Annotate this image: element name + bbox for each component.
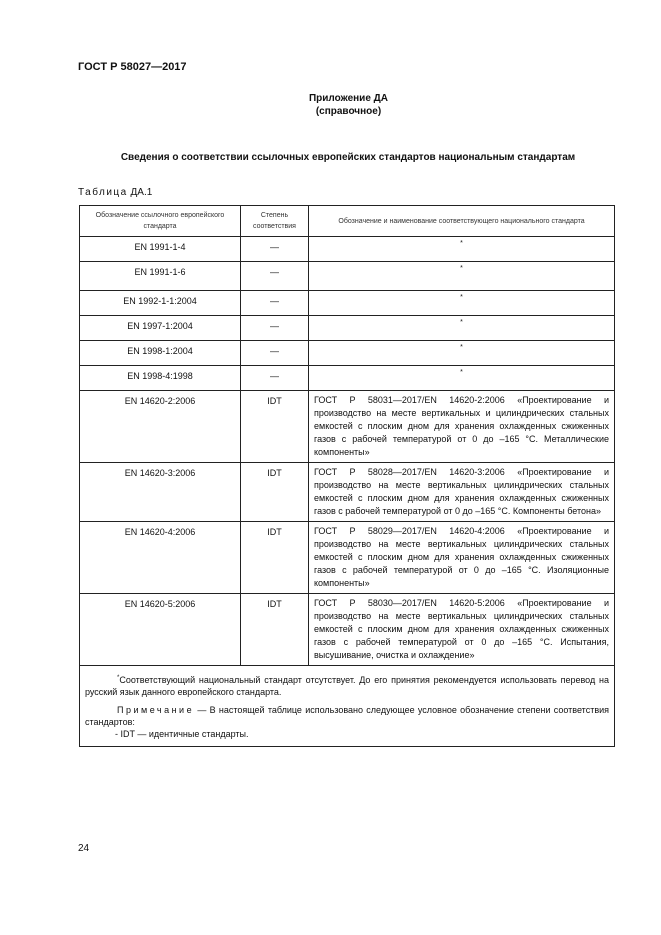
table-row xyxy=(80,391,615,463)
column-header-ref: Обозначение ссылочного европейского стандарта xyxy=(80,206,241,237)
cell-ref: EN 1991-1-6 xyxy=(80,262,241,291)
cell-ref: EN 14620-3:2006 xyxy=(80,463,241,522)
cell-degree: IDT xyxy=(241,522,309,594)
cell-degree: — xyxy=(241,291,309,316)
note-text: — В настоящей таблице использовано следующее условное обозначение степени соответствия стандартов: xyxy=(85,705,609,727)
document-header: ГОСТ Р 58027—2017 xyxy=(78,61,187,73)
table-row xyxy=(80,522,615,594)
table-row xyxy=(80,316,615,341)
column-header-national: Обозначение и наименование соответствующего национального стандарта xyxy=(309,206,615,237)
cell-degree: — xyxy=(241,341,309,366)
table-header-row xyxy=(80,206,615,237)
table-row xyxy=(80,262,615,291)
cell-national: ГОСТ Р 58029—2017/EN 14620-4:2006 «Проектирование и производство на месте вертикальных цилиндрических стальных емкостей с плоским дном для хранения охлажденных сжиженных газов с рабочей температурой от 0 до –165 °С. Изоляционные компоненты» xyxy=(309,522,615,594)
table-row xyxy=(80,237,615,262)
table-footer-row xyxy=(80,666,615,747)
table-caption xyxy=(78,187,152,198)
table-row xyxy=(80,366,615,391)
cell-national: * xyxy=(309,262,615,291)
cell-national: ГОСТ Р 58030—2017/EN 14620-5:2006 «Проектирование и производство на месте вертикальных цилиндрических стальных емкостей с плоским дном для хранения охлажденных сжиженных газов с рабочей температурой от 0 до –165 °С. Испытания, высушивание, очистка и охлаждение» xyxy=(309,594,615,666)
appendix-title: Приложение ДА xyxy=(308,93,389,104)
cell-national: ГОСТ Р 58031—2017/EN 14620-2:2006 «Проектирование и производство на месте вертикальных и цилиндрических стальных емкостей с плоским дном для хранения охлажденных сжиженных газов с рабочей температурой от 0 до –165 °С. Металлические компоненты» xyxy=(309,391,615,463)
appendix-title-block xyxy=(0,92,661,118)
cell-degree: IDT xyxy=(241,463,309,522)
footnote-text: Соответствующий национальный стандарт отсутствует. До его принятия рекомендуется использовать перевод на русский язык данного европейского стандарта. xyxy=(85,675,609,697)
note-label: Примечание xyxy=(117,705,195,715)
cell-degree: — xyxy=(241,237,309,262)
table-row xyxy=(80,463,615,522)
cell-national: ГОСТ Р 58028—2017/EN 14620-3:2006 «Проектирование и производство на месте вертикальных цилиндрических стальных емкостей с плоским дном для хранения охлажденных сжиженных газов с рабочей температурой от 0 до –165 °С. Компоненты бетона» xyxy=(309,463,615,522)
table-row xyxy=(80,291,615,316)
table-note xyxy=(85,704,609,728)
cell-degree: — xyxy=(241,316,309,341)
cell-degree: — xyxy=(241,366,309,391)
table-row xyxy=(80,341,615,366)
cell-ref: EN 1997-1:2004 xyxy=(80,316,241,341)
cell-national: * xyxy=(309,291,615,316)
cell-national: * xyxy=(309,366,615,391)
cell-ref: EN 14620-2:2006 xyxy=(80,391,241,463)
cell-national: * xyxy=(309,316,615,341)
correspondence-table xyxy=(79,205,615,747)
cell-ref: EN 14620-4:2006 xyxy=(80,522,241,594)
column-header-degree: Степень соответствия xyxy=(241,206,309,237)
cell-degree: — xyxy=(241,262,309,291)
table-caption-number: ДА.1 xyxy=(130,187,153,198)
cell-ref: EN 1992-1-1:2004 xyxy=(80,291,241,316)
appendix-subtitle: (справочное) xyxy=(315,106,382,117)
cell-ref: EN 14620-5:2006 xyxy=(80,594,241,666)
cell-degree: IDT xyxy=(241,594,309,666)
cell-national: * xyxy=(309,341,615,366)
cell-ref: EN 1991-1-4 xyxy=(80,237,241,262)
table-caption-label: Таблица xyxy=(78,187,128,198)
section-heading: Сведения о соответствии ссылочных европейских стандартов национальным стандартам xyxy=(120,152,576,163)
table-footnotes xyxy=(80,666,615,747)
footnote xyxy=(85,672,609,698)
table-row xyxy=(80,594,615,666)
cell-ref: EN 1998-4:1998 xyxy=(80,366,241,391)
cell-national: * xyxy=(309,237,615,262)
cell-degree: IDT xyxy=(241,391,309,463)
cell-ref: EN 1998-1:2004 xyxy=(80,341,241,366)
note-item: - IDT — идентичные стандарты. xyxy=(115,729,249,739)
footnote-mark: * xyxy=(117,675,120,681)
page-number: 24 xyxy=(78,843,90,854)
